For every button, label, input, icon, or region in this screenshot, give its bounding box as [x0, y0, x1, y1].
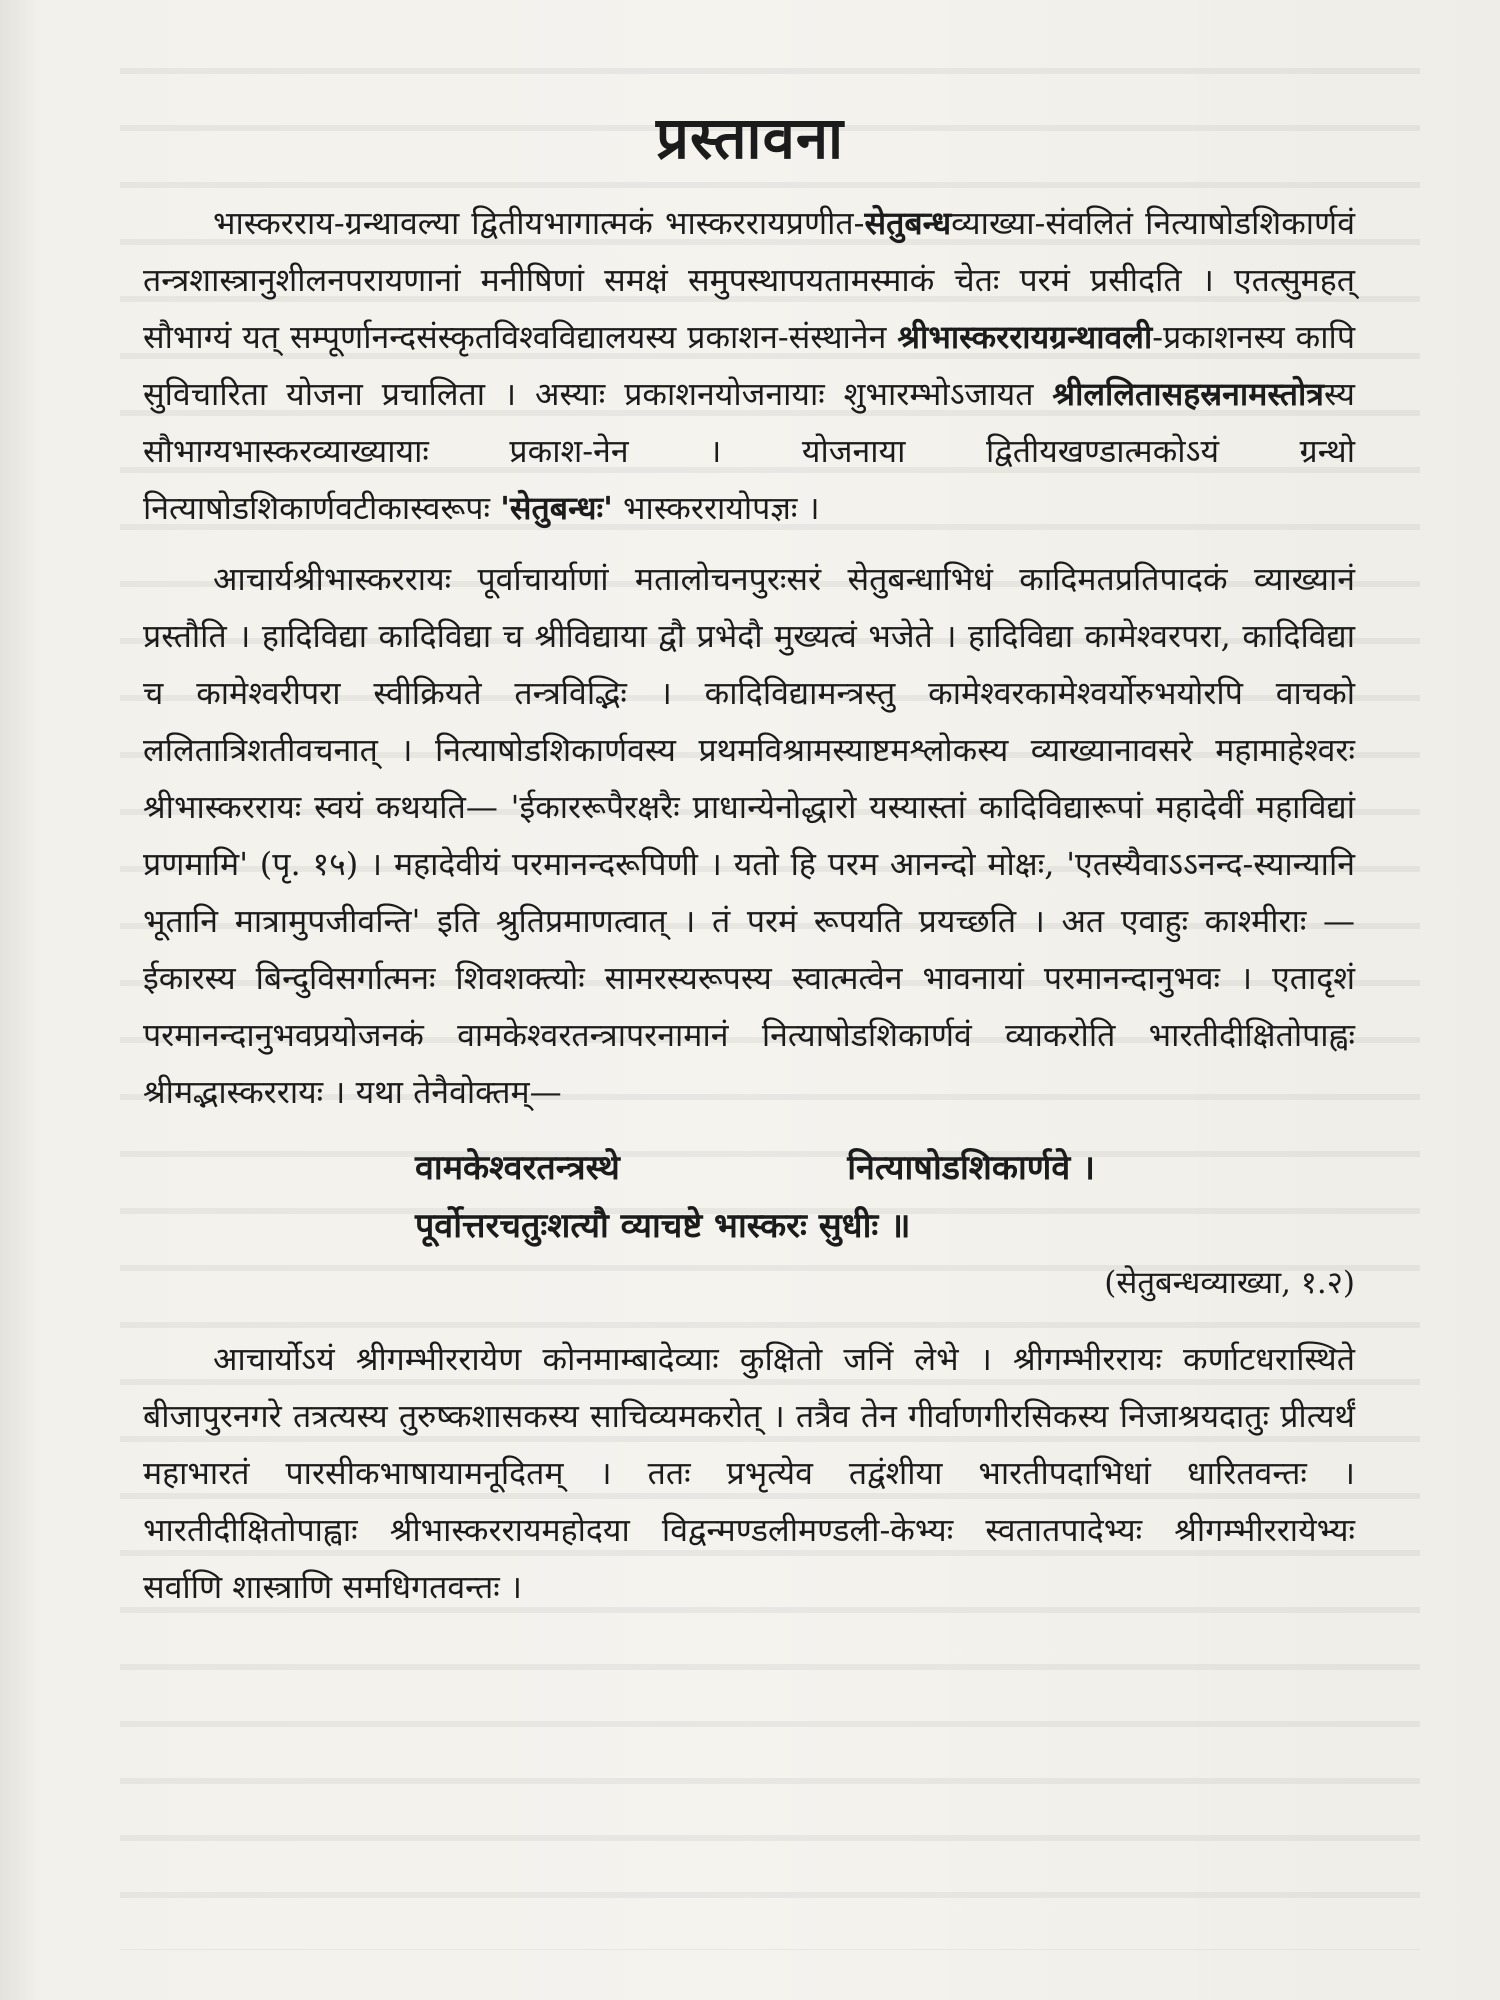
- p1-text-2: व्याख्या-संवलितं नित्याषोडशिकार्णवं तन्त्रशास्त्रानुशीलनपरायणानां मनीषिणां समक्षं समुपस्थापयतामस्माकं चेतः परमं प्रसीदति । एतत्सुमहत् सौभाग्यं यत् सम्पूर्णानन्दसंस्कृतविश्वविद्यालयस्य प्रकाशन-संस्थानेन: [143, 204, 1355, 356]
- paragraph-gap: [143, 537, 1355, 551]
- p1-text-5: भास्कररायोपज्ञः ।: [612, 489, 820, 527]
- verse-line-1b: नित्याषोडशिकार्णवे ।: [847, 1148, 1095, 1188]
- p3-text: आचार्योऽयं श्रीगम्भीररायेण कोनमाम्बादेव्याः कुक्षितो जनिं लेभे । श्रीगम्भीररायः कर्णाटधरास्थिते बीजापुरनगरे तत्रत्यस्य तुरुष्कशासकस्य साचिव्यमकरोत् । तत्रैव तेन गीर्वाणगीरसिकस्य निजाश्रयदातुः प्रीत्यर्थं महाभारतं पारसीकभाषायामनूदितम् । ततः प्रभृत्येव तद्वंशीया भारतीपदाभिधां धारितवन्तः । भारतीदीक्षितोपाह्वाः श्रीभास्कररायमहोदया विद्वन्मण्डलीमण्डली-केभ्यः स्वतातपादेभ्यः श्रीगम्भीररायेभ्यः सर्वाणि शास्त्राणि समधिगतवन्तः ।: [143, 1340, 1355, 1606]
- p1-bold-3: श्रीललितासहस्रनामस्तोत्र: [1052, 375, 1324, 413]
- paragraph-1: [143, 195, 1355, 537]
- p1-text-1: भास्करराय-ग्रन्थावल्या द्वितीयभागात्मकं भास्कररायप्रणीत-: [213, 204, 865, 242]
- p1-bold-4: 'सेतुबन्धः': [500, 489, 613, 527]
- p1-text-4: स्य सौभाग्यभास्करव्याख्यायाः प्रकाश-नेन । योजनाया द्वितीयखण्डात्मकोऽयं ग्रन्थो नित्याषोडशिकार्णवटीकास्वरूपः: [143, 375, 1355, 527]
- p1-bold-1: सेतुबन्ध: [864, 204, 952, 242]
- verse-line-2: पूर्वोत्तरचतुःशत्यौ व्याचष्टे भास्करः सुधीः ॥: [415, 1206, 911, 1246]
- paragraph-3: [143, 1331, 1355, 1616]
- p1-text-3: -प्रकाशनस्य कापि सुविचारिता योजना प्रचालिता । अस्याः प्रकाशनयोजनायाः शुभारम्भोऽजायत: [143, 318, 1355, 413]
- p2-text: आचार्यश्रीभास्कररायः पूर्वाचार्याणां मतालोचनपुरःसरं सेतुबन्धाभिधं कादिमतप्रतिपादकं व्याख्यानं प्रस्तौति । हादिविद्या कादिविद्या च श्रीविद्याया द्वौ प्रभेदौ मुख्यत्वं भजेते । हादिविद्या कामेश्वरपरा, कादिविद्या च कामेश्वरीपरा स्वीक्रियते तन्त्रविद्भिः । कादिविद्यामन्त्रस्तु कामेश्वरकामेश्वर्योरुभयोरपि वाचको ललितात्रिशतीवचनात् । नित्याषोडशिकार्णवस्य प्रथमविश्रामस्याष्टमश्लोकस्य व्याख्यानावसरे महामाहेश्वरः श्रीभास्कररायः स्वयं कथयति— 'ईकाररूपैरक्षरैः प्राधान्येनोद्धारो यस्यास्तां कादिविद्यारूपां महादेवीं महाविद्यां प्रणमामि' (पृ. १५) । महादेवीयं परमानन्दरूपिणी । यतो हि परम आनन्दो मोक्षः, 'एतस्यैवाऽऽनन्द-स्यान्यानि भूतानि मात्रामुपजीवन्ति' इति श्रुतिप्रमाणत्वात् । तं परमं रूपयति प्रयच्छति । अत एवाहुः काश्मीराः — ईकारस्य बिन्दुविसर्गात्मनः शिवशक्त्योः सामरस्यरूपस्य स्वात्मत्वेन भावनायां परमानन्दानुभवः । एतादृशं परमानन्दानुभवप्रयोजनकं वामकेश्वरतन्त्रापरनामानं नित्याषोडशिकार्णवं व्याकरोति भारतीदीक्षितोपाह्वः श्रीमद्भास्कररायः । यथा तेनैवोक्तम्—: [143, 560, 1355, 1111]
- verse-block: [143, 1139, 1355, 1255]
- page-title: प्रस्तावना: [655, 104, 845, 172]
- paragraph-2: [143, 551, 1355, 1121]
- verse-line-1: [415, 1139, 1095, 1197]
- verse-citation: (सेतुबन्धव्याख्या, १.२): [1104, 1265, 1355, 1301]
- verse-line-1a: वामकेश्वरतन्त्रस्थे: [415, 1148, 620, 1188]
- p1-bold-2: श्रीभास्कररायग्रन्थावली: [897, 318, 1153, 356]
- body-text: [143, 195, 1355, 1616]
